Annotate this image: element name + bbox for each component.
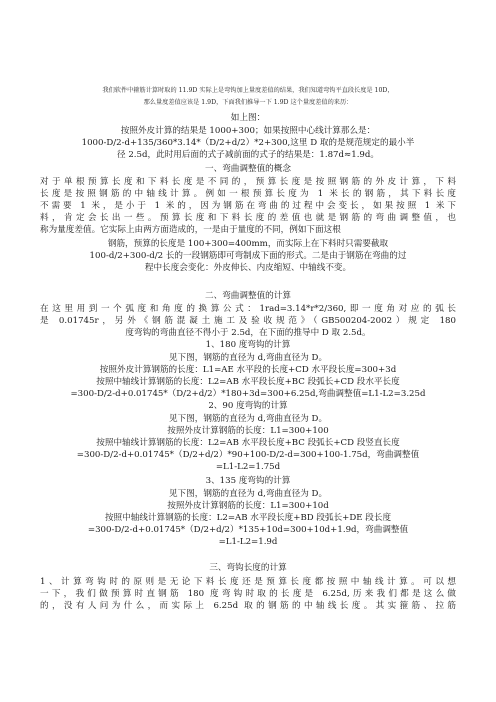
section-1-line: 对于单根预算长度和下料长度是不同的，预算长度是按照钢筋的外皮计算，下料 — [40, 177, 456, 187]
section-2-line: 是 0.01745r，另外《钢筋混凝土施工及验收规范》（GB500204-2002）规定 180 — [40, 316, 456, 326]
section-1-line: 程中长度会变化：外皮伸长、内皮缩短、中轴线不变。 — [144, 263, 352, 273]
figure-caption: 如上图： — [230, 113, 266, 123]
hook-90-line: =L1-L2=1.75d — [215, 462, 281, 472]
section-1-heading: 一、弯曲调整值的概念 — [205, 164, 291, 174]
hook-135-line: 按照中轴线计算钢筋的长度：L2=AB 水平段长度+BD 段弧长+DE 段长度 — [104, 513, 392, 523]
section-1-line: 称为量度差值。它实际上由两方面造成的，一是由于量度的不同，例如下面这根 — [40, 225, 341, 235]
hook-90-line: 见下图，钢筋的直径为 d,弯曲直径为 D。 — [168, 414, 328, 424]
section-3-line: 的，没有人问为什么，而实际上 6.25d 取的钢筋的中轴线长度。其实箍筋、拉筋 — [40, 601, 456, 611]
section-1-line: 料，肯定会长出一些。预算长度和下料长度的差值也就是钢筋的弯曲调整值，也 — [40, 213, 456, 223]
hook-90-line: 按照外皮计算钢筋的长度：L1=300+100 — [167, 426, 329, 436]
hook-180-line: 见下图，钢筋的直径为 d,弯曲直径为 D。 — [168, 353, 328, 363]
hook-135-line: 按照外皮计算钢筋的长度：L1=300+10d — [167, 501, 329, 511]
hook-135-line: 见下图，钢筋的直径为 d,弯曲直径为 D。 — [168, 489, 328, 499]
hook-180-line: =300-D/2-d+0.01745*（D/2+d/2）*180+3d=300+6.25d,弯曲调整值=L1-L2=3.25d — [70, 389, 426, 399]
hook-135-line: =300-D/2-d+0.01745*（D/2+d/2）*135+10d=300+10d+1.9d，弯曲调整值 — [87, 525, 409, 535]
hook-90-line: 按照中轴线计算钢筋的长度：L2=AB 水平段长度+BC 段弧长+CD 段竖直长度 — [96, 438, 400, 448]
section-1-paragraph — [40, 176, 456, 236]
section-2-heading: 二、弯曲调整值的计算 — [205, 291, 291, 301]
hook-90-title: 2、90 度弯钩的计算 — [208, 401, 288, 411]
section-1-line: 钢筋，预算的长度是 100+300=400mm，而实际上在下料时只需要截取 — [107, 239, 389, 249]
section-2-line: 在这里用到一个弧度和角度的换算公式：1rad=3.14*r*2/360,即一度角对应的弧长 — [40, 304, 456, 314]
intro-line-1: 我们软件中箍筋计算时取的 11.9D 实际上是弯钩加上量度差值的结果，我们知道弯钩平直段长度是 10D， — [102, 87, 394, 94]
intro-line-2: 那么量度差值应该是 1.9D，下面我们推导一下 1.9D 这个量度差值的来历： — [143, 99, 353, 106]
hook-180-title: 1、180 度弯钩的计算 — [205, 340, 291, 350]
section-3-line: 一下，我们做预算时直钢筋 180 度弯钩时取的长度是 6.25d,历来我们都是这么做 — [40, 589, 456, 599]
hook-180-line: 按照外皮计算钢筋的长度：L1=AE 水平段的长度+CD 水平段长度=300+3d — [99, 365, 397, 375]
section-2-line: 度弯钩的弯曲直径不得小于 2.5d，在下面的推导中 D 取 2.5d。 — [125, 328, 371, 338]
section-1-line: 长度是按照钢筋的中轴线计算。例如一根预算长度为 1 米长的钢筋，其下料长度 — [40, 189, 456, 199]
figure-text-line-2: 1000-D/2-d+135/360*3.14*（D/2+d/2）*2+300,这里 D 取的是规范规定的最小半 — [81, 138, 415, 148]
section-3-line: 1、计算弯钩时的原则是无论下料长度还是预算长度都按照中轴线计算。可以想 — [40, 577, 456, 587]
figure-text-line-3: 径 2.5d，此时用后面的式子减前面的式子的结果是：1.87d≈1.9d。 — [117, 150, 379, 160]
hook-90-line: =300-D/2-d+0.01745*（D/2+d/2）*90+100-D/2-d=300+100-1.75d，弯曲调整值 — [76, 450, 420, 460]
section-3-heading: 三、弯钩长度的计算 — [209, 563, 287, 573]
figure-text-line-1: 按照外皮计算的结果是 1000+300；如果按照中心线计算那么是： — [120, 126, 376, 136]
hook-135-line: =L1-L2=1.9d — [218, 537, 278, 547]
hook-135-title: 3、135 度弯钩的计算 — [205, 476, 291, 486]
hook-180-line: 按照中轴线计算钢筋的长度：L2=AB 水平段长度+BC 段弧长+CD 段水平长度 — [96, 377, 400, 387]
section-3-paragraph — [40, 576, 456, 612]
section-1-line: 不需要 1 米，是小于 1 米的，因为钢筋在弯曲的过程中会变长，如果按照 1 米下 — [40, 201, 456, 211]
section-1-line: 100-d/2+300-d/2 长的一段钢筋即可弯制成下面的形式。二是由于钢筋在弯曲的过 — [89, 251, 407, 261]
section-1-paragraph-cont — [40, 238, 456, 274]
section-2-paragraph — [40, 303, 456, 327]
